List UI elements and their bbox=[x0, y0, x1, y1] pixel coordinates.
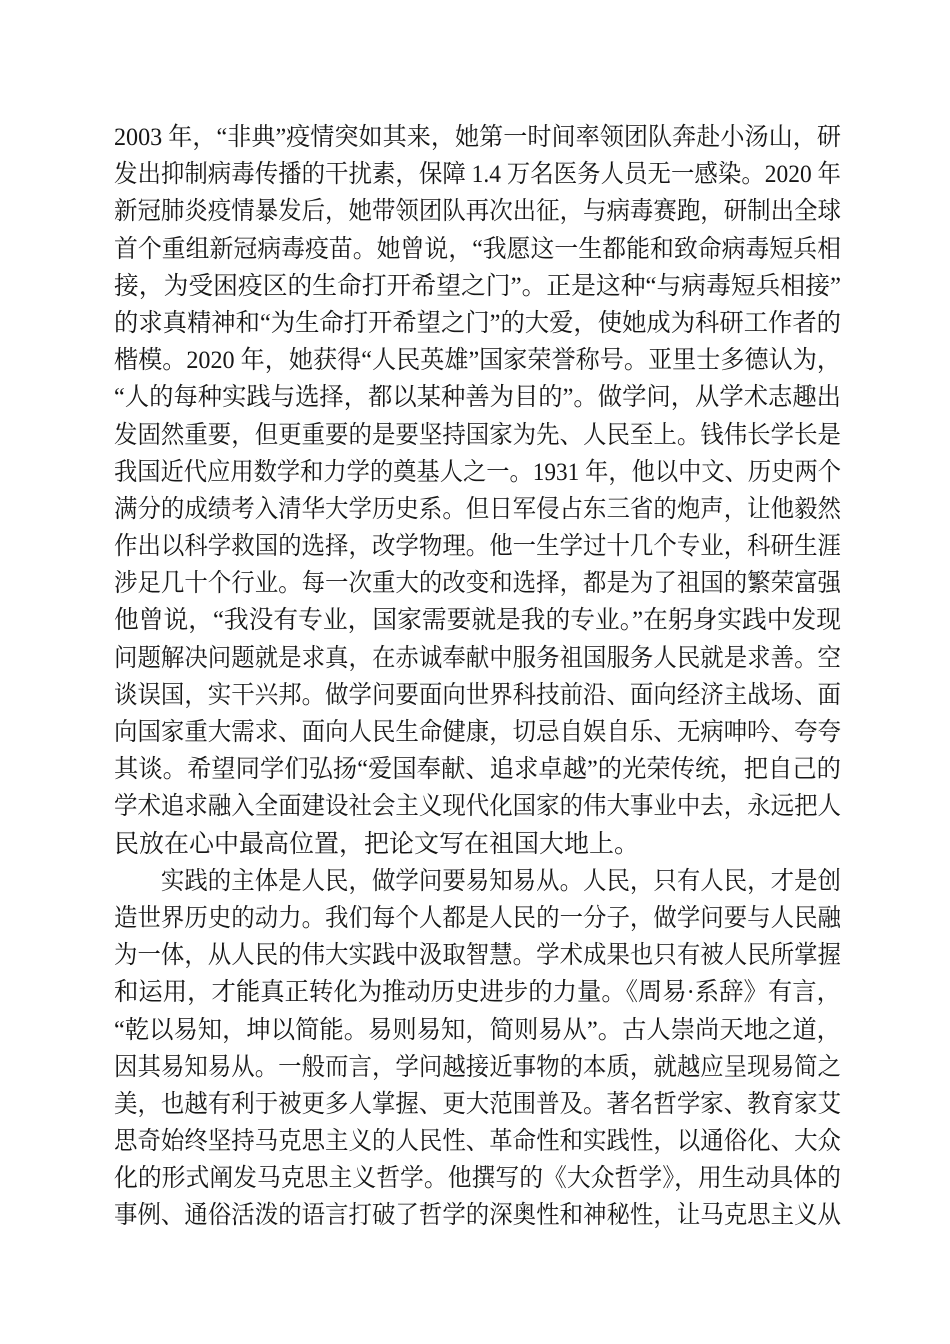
text-line-content: 和运用，才能真正转化为推动历史进步的力量。《周易·系辞》有言， bbox=[114, 979, 841, 1007]
text-line bbox=[114, 1197, 841, 1234]
text-line bbox=[114, 1123, 841, 1160]
text-line-content: 事例、通俗活泼的语言打破了哲学的深奥性和神秘性，让马克思主义从 bbox=[114, 1202, 841, 1230]
text-line bbox=[114, 1160, 841, 1197]
text-line-content: 的求真精神和“为生命打开希望之门”的大爱，使她成为科研工作者的 bbox=[114, 309, 841, 337]
text-line-content: “乾以易知，坤以简能。易则易知，简则易从”。古人崇尚天地之道， bbox=[114, 1016, 841, 1044]
text-line bbox=[114, 231, 841, 268]
text-line-content: 新冠肺炎疫情暴发后，她带领团队再次出征，与病毒赛跑，研制出全球 bbox=[114, 198, 841, 226]
text-line bbox=[114, 1086, 841, 1123]
text-line-content: 向国家重大需求、面向人民生命健康，切忌自娱自乐、无病呻吟、夸夸 bbox=[114, 719, 841, 746]
text-line bbox=[114, 193, 841, 230]
text-line bbox=[114, 974, 841, 1011]
text-line bbox=[114, 640, 841, 677]
text-line-content: 学术追求融入全面建设社会主义现代化国家的伟大事业中去，永远把人 bbox=[114, 793, 841, 821]
text-line-content: 因其易知易从。一般而言，学问越接近事物的本质，就越应呈现易简之 bbox=[114, 1053, 841, 1081]
text-line-content: 谈误国，实干兴邦。做学问要面向世界科技前沿、面向经济主战场、面 bbox=[114, 681, 841, 709]
text-line-content: 首个重组新冠病毒疫苗。她曾说，“我愿这一生都能和致命病毒短兵相 bbox=[114, 235, 841, 263]
text-line-content: 造世界历史的动力。我们每个人都是人民的一分子，做学问要与人民融 bbox=[114, 904, 841, 932]
text-line-content: 民放在心中最高位置，把论文写在祖国大地上。 bbox=[114, 830, 640, 858]
text-line bbox=[114, 491, 841, 528]
text-line-content: 作出以科学救国的选择，改学物理。他一生学过十几个专业，科研生涯 bbox=[114, 533, 841, 561]
text-line-content: 接，为受困疫区的生命打开希望之门”。正是这种“与病毒短兵相接” bbox=[114, 272, 841, 300]
text-line bbox=[114, 900, 841, 937]
text-line-content: 楷模。2020 年，她获得“人民英雄”国家荣誉称号。亚里士多德认为， bbox=[114, 347, 841, 375]
text-line bbox=[114, 1049, 841, 1086]
text-line-content: 他曾说，“我没有专业，国家需要就是我的专业。”在躬身实践中发现 bbox=[114, 607, 841, 635]
text-line bbox=[114, 751, 841, 788]
text-line-content: 发出抑制病毒传播的干扰素，保障 1.4 万名医务人员无一感染。2020 年 bbox=[114, 161, 841, 189]
text-line bbox=[114, 454, 841, 491]
text-line bbox=[114, 342, 841, 379]
document-text bbox=[114, 119, 841, 1235]
text-line bbox=[114, 565, 841, 602]
text-line bbox=[114, 305, 841, 342]
text-line bbox=[114, 119, 841, 156]
text-line-content: 美，也越有利于被更多人掌握、更大范围普及。著名哲学家、教育家艾 bbox=[114, 1090, 841, 1118]
text-line bbox=[114, 1012, 841, 1049]
text-line bbox=[114, 677, 841, 714]
text-line-content: 满分的成绩考入清华大学历史系。但日军侵占东三省的炮声，让他毅然 bbox=[114, 495, 841, 523]
text-line bbox=[114, 379, 841, 416]
text-line-content: 思奇始终坚持马克思主义的人民性、革命性和实践性，以通俗化、大众 bbox=[114, 1128, 841, 1156]
text-line bbox=[114, 826, 841, 863]
text-line-content: 其谈。希望同学们弘扬“爱国奉献、追求卓越”的光荣传统，把自己的 bbox=[114, 756, 841, 784]
text-line-content: 涉足几十个行业。每一次重大的改变和选择，都是为了祖国的繁荣富强 bbox=[114, 570, 841, 598]
text-line-content: 实践的主体是人民，做学问要易知易从。人民，只有人民，才是创 bbox=[160, 867, 841, 895]
text-line-content: 我国近代应用数学和力学的奠基人之一。1931 年，他以中文、历史两个 bbox=[114, 458, 841, 486]
text-line-content: 为一体，从人民的伟大实践中汲取智慧。学术成果也只有被人民所掌握 bbox=[114, 942, 841, 970]
text-line-content: 发固然重要，但更重要的是要坚持国家为先、人民至上。钱伟长学长是 bbox=[114, 421, 841, 449]
text-line bbox=[114, 417, 841, 454]
text-line bbox=[114, 602, 841, 639]
text-line bbox=[114, 268, 841, 305]
text-line bbox=[114, 788, 841, 825]
text-line bbox=[114, 528, 841, 565]
text-line bbox=[114, 714, 841, 751]
text-line-content: 问题解决问题就是求真，在赤诚奉献中服务祖国服务人民就是求善。空 bbox=[114, 644, 841, 672]
text-line bbox=[114, 937, 841, 974]
text-line bbox=[114, 863, 841, 900]
text-line bbox=[114, 156, 841, 193]
text-line-content: 2003 年，“非典”疫情突如其来，她第一时间率领团队奔赴小汤山，研 bbox=[114, 124, 841, 151]
text-line-content: 化的形式阐发马克思主义哲学。他撰写的《大众哲学》，用生动具体的 bbox=[114, 1165, 841, 1193]
text-line-content: “人的每种实践与选择，都以某种善为目的”。做学问，从学术志趣出 bbox=[114, 384, 841, 412]
